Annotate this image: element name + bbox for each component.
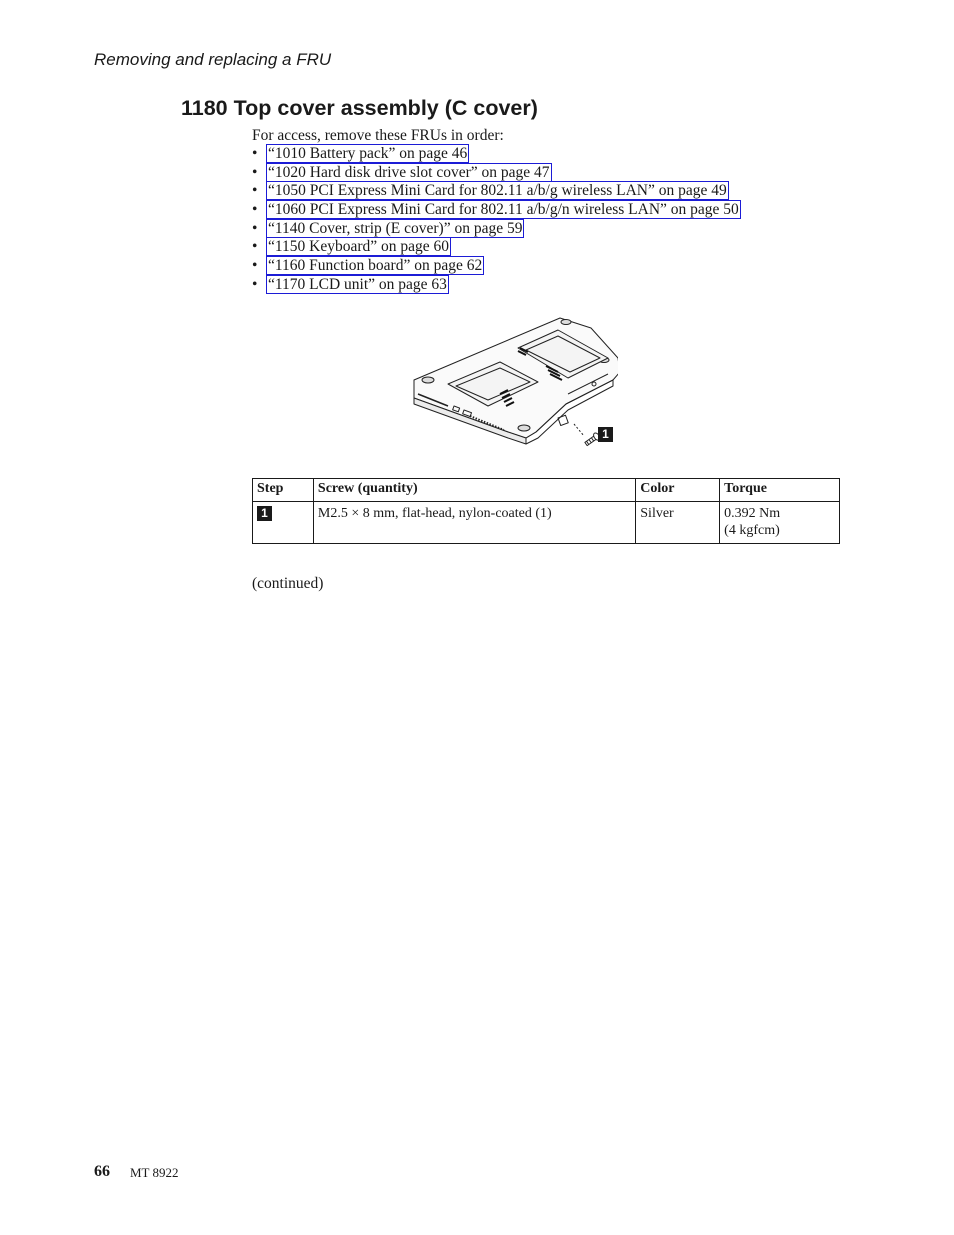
list-item <box>252 220 741 239</box>
callout-badge: 1 <box>598 427 613 442</box>
laptop-bottom-illustration <box>408 314 618 460</box>
list-item <box>252 182 741 201</box>
link-mini-card-abgn[interactable]: “1060 PCI Express Mini Card for 802.11 a/b/g/n wireless LAN” on page 50 <box>268 201 739 219</box>
cell-screw: M2.5 × 8 mm, flat-head, nylon-coated (1) <box>313 502 635 544</box>
bullet: • <box>252 238 258 256</box>
bullet: • <box>252 163 258 181</box>
bullet: • <box>252 275 258 293</box>
list-item <box>252 238 741 257</box>
list-item <box>252 164 741 183</box>
step-badge: 1 <box>257 506 272 521</box>
bullet: • <box>252 201 258 219</box>
bullet: • <box>252 145 258 162</box>
column-header-torque: Torque <box>720 479 840 502</box>
list-item <box>252 276 741 295</box>
page-number: 66 <box>94 1163 110 1180</box>
section-title: 1180 Top cover assembly (C cover) <box>181 96 538 120</box>
link-hdd-slot-cover[interactable]: “1020 Hard disk drive slot cover” on page 47 <box>268 163 550 181</box>
machine-type: MT 8922 <box>130 1165 179 1180</box>
link-strip-cover[interactable]: “1140 Cover, strip (E cover)” on page 59 <box>268 219 523 237</box>
cell-torque <box>720 502 840 544</box>
access-intro: For access, remove these FRUs in order: <box>252 127 504 144</box>
bullet: • <box>252 182 258 200</box>
link-keyboard[interactable]: “1150 Keyboard” on page 60 <box>268 238 450 256</box>
link-function-board[interactable]: “1160 Function board” on page 62 <box>268 257 483 275</box>
list-item <box>252 201 741 220</box>
table-row <box>253 502 840 544</box>
table-header-row <box>253 479 840 502</box>
list-item <box>252 145 741 164</box>
column-header-screw: Screw (quantity) <box>313 479 635 502</box>
bullet: • <box>252 219 258 237</box>
column-header-color: Color <box>636 479 720 502</box>
torque-alt-value: (4 kgfcm) <box>724 523 780 538</box>
fru-removal-list <box>252 145 741 295</box>
screw-table <box>252 478 840 544</box>
column-header-step: Step <box>253 479 314 502</box>
torque-value: 0.392 Nm <box>724 506 781 521</box>
bullet: • <box>252 257 258 275</box>
cell-color: Silver <box>636 502 720 544</box>
link-lcd-unit[interactable]: “1170 LCD unit” on page 63 <box>268 275 447 293</box>
list-item <box>252 257 741 276</box>
continued-note: (continued) <box>252 575 324 592</box>
link-mini-card-abg[interactable]: “1050 PCI Express Mini Card for 802.11 a/b/g wireless LAN” on page 49 <box>268 182 727 200</box>
cell-step <box>253 502 314 544</box>
running-header: Removing and replacing a FRU <box>94 50 332 69</box>
link-battery-pack[interactable]: “1010 Battery pack” on page 46 <box>268 145 468 162</box>
